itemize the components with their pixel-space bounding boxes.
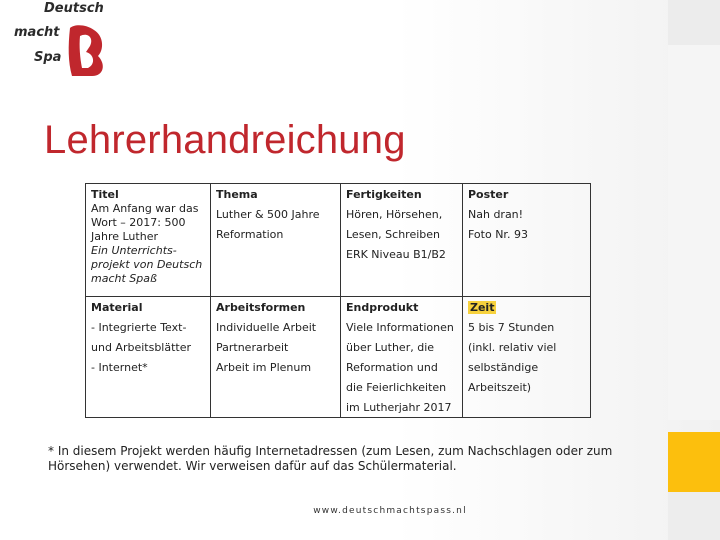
cell-header: Titel <box>91 188 119 201</box>
table-cell-zeit <box>463 297 591 418</box>
cell-line: (inkl. relativ viel <box>468 341 557 354</box>
cell-header-wrap <box>468 301 585 315</box>
cell-line: selbständige <box>468 361 539 374</box>
cell-line: macht Spaß <box>91 272 157 285</box>
cell-line: Jahre Luther <box>91 230 158 243</box>
table-cell-endprodukt <box>341 297 463 418</box>
footnote: * In diesem Projekt werden häufig Internetadressen (zum Lesen, zum Nachschlagen oder zum Hörsehen) verwendet. Wir verweisen dafür auf das Schülermaterial. <box>48 444 613 473</box>
table-cell-thema <box>211 184 341 297</box>
logo-word-macht: macht <box>14 25 60 40</box>
cell-line: über Luther, die <box>346 341 435 354</box>
cell-line: Partnerarbeit <box>216 341 289 354</box>
cell-line: Individuelle Arbeit <box>216 321 317 334</box>
cell-line: Reformation und <box>346 361 438 374</box>
cell-line: Nah dran! <box>468 208 524 221</box>
side-band-middle <box>668 45 720 420</box>
cell-line: projekt von Deutsch <box>91 258 203 271</box>
page-title: Lehrerhandreichung <box>44 118 406 162</box>
side-band-accent <box>668 432 720 492</box>
cell-line: ERK Niveau B1/B2 <box>346 248 446 261</box>
cell-line: 5 bis 7 Stunden <box>468 321 555 334</box>
cell-line: Luther & 500 Jahre <box>216 208 320 221</box>
cell-line: Reformation <box>216 228 284 241</box>
cell-line: Hören, Hörsehen, <box>346 208 443 221</box>
cell-line: die Feierlichkeiten <box>346 381 447 394</box>
cell-line: Viele Informationen <box>346 321 454 334</box>
cell-line: - Internet* <box>91 361 148 374</box>
brand-logo <box>10 0 110 80</box>
side-band-top <box>668 0 720 45</box>
cell-header: Poster <box>468 188 509 201</box>
eszett-logo-icon <box>64 24 106 78</box>
table-cell-fertigkeiten <box>341 184 463 297</box>
table-cell-poster <box>463 184 591 297</box>
cell-line: und Arbeitsblätter <box>91 341 192 354</box>
cell-line: im Lutherjahr 2017 <box>346 401 452 414</box>
cell-line: Wort – 2017: 500 <box>91 216 186 229</box>
table-cell-titel <box>86 184 211 297</box>
cell-header: Fertigkeiten <box>346 188 422 201</box>
cell-line: Foto Nr. 93 <box>468 228 528 241</box>
footer-url[interactable]: www.deutschmachtspass.nl <box>313 506 467 516</box>
table-cell-arbeitsformen <box>211 297 341 418</box>
cell-header: Thema <box>216 188 258 201</box>
cell-header: Arbeitsformen <box>216 301 306 314</box>
cell-line: Am Anfang war das <box>91 202 199 215</box>
cell-line: Ein Unterrichts- <box>91 244 177 257</box>
logo-word-deutsch: Deutsch <box>44 1 104 16</box>
table-row <box>86 184 591 297</box>
cell-header: Endprodukt <box>346 301 419 314</box>
cell-line: Arbeit im Plenum <box>216 361 312 374</box>
cell-header: Zeit <box>470 301 495 314</box>
logo-word-spa: Spa <box>34 50 62 65</box>
table-cell-material <box>86 297 211 418</box>
side-band-bottom <box>668 492 720 540</box>
cell-line: - Integrierte Text- <box>91 321 187 334</box>
cell-line: Lesen, Schreiben <box>346 228 440 241</box>
cell-header: Material <box>91 301 143 314</box>
table-row <box>86 297 591 418</box>
info-table <box>85 183 591 418</box>
cell-line: Arbeitszeit) <box>468 381 532 394</box>
